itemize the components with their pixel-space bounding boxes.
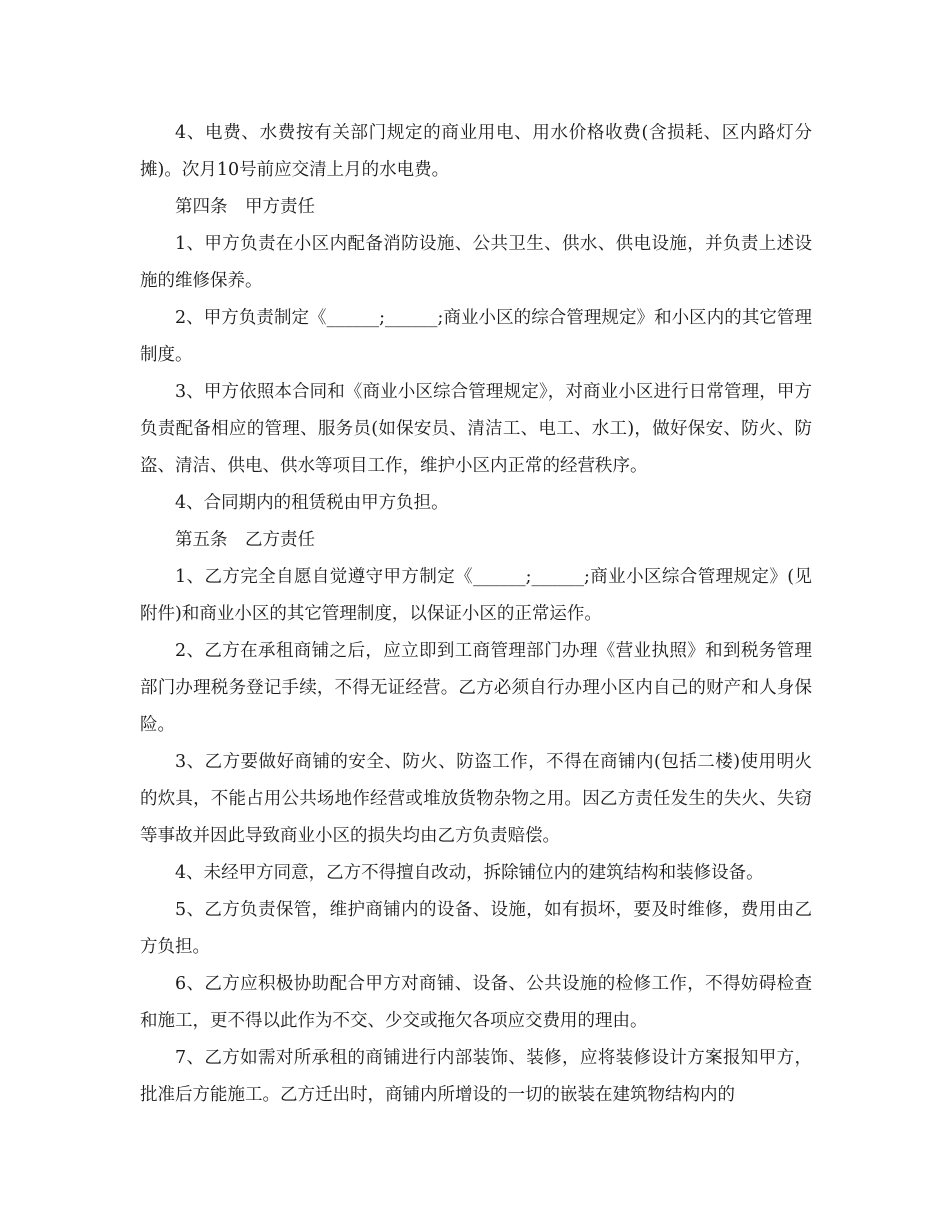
paragraph-a-daily-management: 3、甲方依照本合同和《商业小区综合管理规定》，对商业小区进行日常管理，甲方负责配备相应的管理、服务员(如保安员、清洁工、电工、水工)，做好保安、防火、防盗、清洁、供电、供水等项目工作，维护小区内正常的经营秩序。 <box>140 382 812 476</box>
paragraph-a-regulations: 2、甲方负责制定《______;______;商业小区的综合管理规定》和小区内的其它管理制度。 <box>140 308 812 365</box>
paragraph-a-lease-tax: 4、合同期内的租赁税由甲方负担。 <box>175 493 449 513</box>
paragraph-a-facilities: 1、甲方负责在小区内配备消防设施、公共卫生、供水、供电设施，并负责上述设施的维修保养。 <box>140 234 812 291</box>
paragraph-b-maintenance: 5、乙方负责保管，维护商铺内的设备、设施，如有损坏，要及时维修，费用由乙方负担。 <box>140 900 812 957</box>
heading-article-5-party-b-duties: 第五条 乙方责任 <box>175 530 315 550</box>
paragraph-b-cooperate-inspection: 6、乙方应积极协助配合甲方对商铺、设备、公共设施的检修工作，不得妨碍检查和施工，更不得以此作为不交、少交或拖欠各项应交费用的理由。 <box>140 974 812 1031</box>
paragraph-b-business-license: 2、乙方在承租商铺之后，应立即到工商管理部门办理《营业执照》和到税务管理部门办理税务登记手续，不得无证经营。乙方必须自行办理小区内自己的财产和人身保险。 <box>140 641 812 735</box>
heading-article-4-party-a-duties: 第四条 甲方责任 <box>175 197 315 217</box>
paragraph-b-renovation: 7、乙方如需对所承租的商铺进行内部装饰、装修，应将装修设计方案报知甲方，批准后方能施工。乙方迁出时，商铺内所增设的一切的嵌装在建筑物结构内的 <box>140 1048 812 1105</box>
paragraph-electricity-water-fees: 4、电费、水费按有关部门规定的商业用电、用水价格收费(含损耗、区内路灯分摊)。次月10号前应交清上月的水电费。 <box>140 123 812 180</box>
paragraph-b-comply-rules: 1、乙方完全自愿自觉遵守甲方制定《______;______;商业小区综合管理规定》(见附件)和商业小区的其它管理制度，以保证小区的正常运作。 <box>140 567 812 624</box>
paragraph-b-safety: 3、乙方要做好商铺的安全、防火、防盗工作，不得在商铺内(包括二楼)使用明火的炊具，不能占用公共场地作经营或堆放货物杂物之用。因乙方责任发生的失火、失窃等事故并因此导致商业小区的损失均由乙方负责赔偿。 <box>140 752 812 846</box>
document-body <box>140 115 812 1114</box>
paragraph-b-no-alteration: 4、未经甲方同意，乙方不得擅自改动，拆除铺位内的建筑结构和装修设备。 <box>175 863 764 883</box>
